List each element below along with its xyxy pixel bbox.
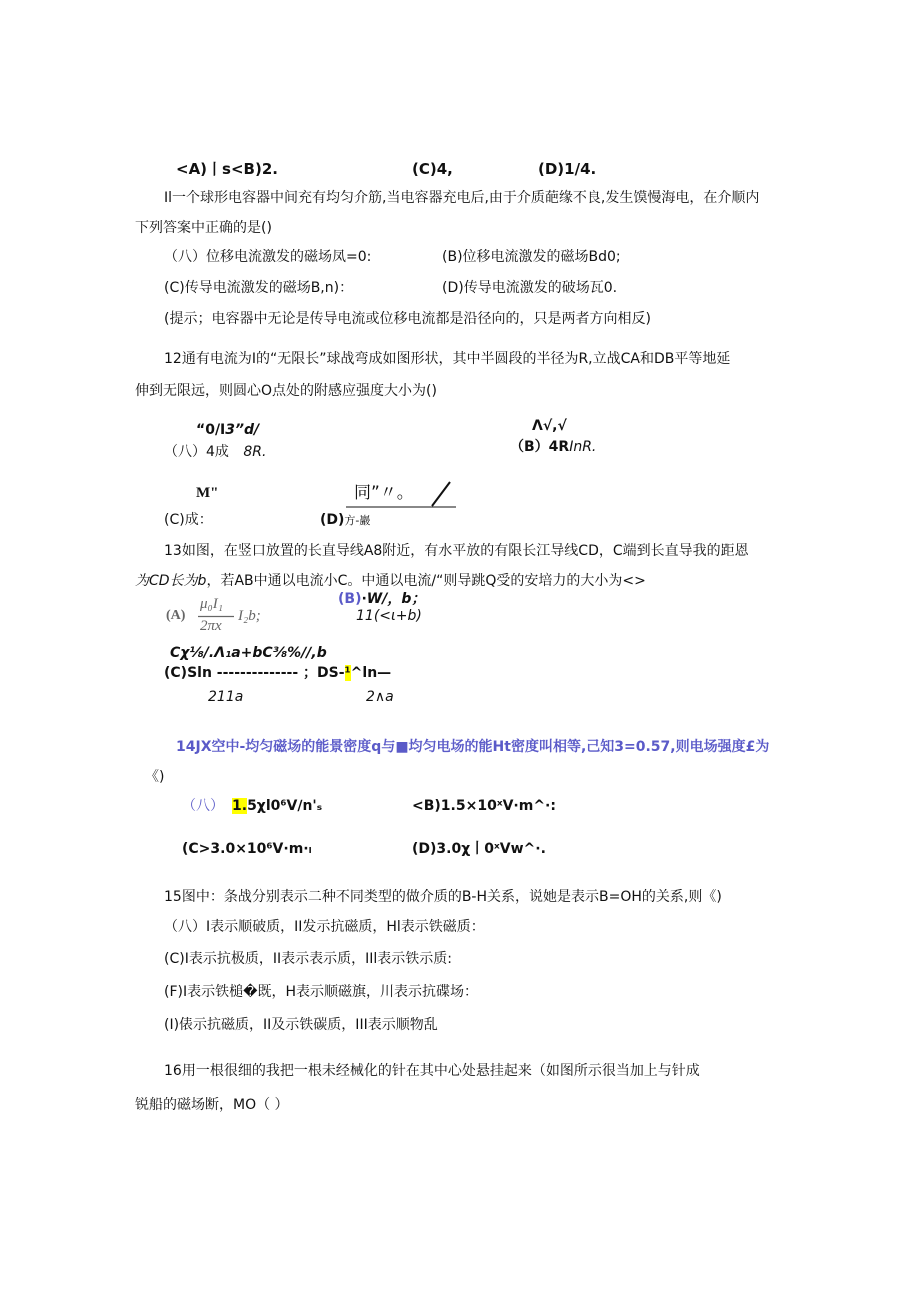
q12-option-a-top	[196, 421, 259, 439]
q13-b-label: (B)	[338, 591, 362, 607]
q13-option-a-denominator: 2πx	[200, 618, 222, 634]
q13-option-a-numerator: μ₀I₁	[200, 596, 223, 612]
q10-option-c: (C)4,	[412, 160, 453, 178]
q14-option-a	[182, 797, 322, 815]
q12-a-label: （八）4成	[164, 444, 229, 460]
q13-d-highlight: ¹	[344, 665, 351, 681]
q12-a-top-italic: 3”d/	[225, 422, 260, 438]
q12-d-underline	[346, 505, 456, 509]
q12-d-label: (D)	[320, 512, 345, 528]
q15-option-c: (C)I表示抗极质，II表示表示质，IIl表示铁示质:	[164, 951, 452, 967]
q12-a-formula: 8R.	[243, 444, 267, 460]
q12-option-c-top: M"	[196, 485, 219, 501]
q12-option-b	[510, 438, 596, 456]
q13-stem-line1: 13如图，在竖口放置的长直导线A8附近，有水平放的有限长江导线CD，C端到长直导我的距恩	[164, 543, 749, 559]
q15-option-i: (I)俵示抗磁质，II及示铁碳质，III表示顺物乱	[164, 1017, 438, 1033]
q12-b-formula: InR.	[569, 439, 597, 455]
q13-option-d-bottom: 2∧a	[366, 689, 394, 705]
q14-stem-line1: 14JX空中-均匀磁场的能景密度q与■均匀电场的能Ht密度叫相等,己知3=0.57,则电场强度£为	[176, 739, 770, 755]
q11-stem-line2: 下列答案中正确的是()	[135, 220, 272, 236]
q10-option-ab: <A)丨s<B)2.	[176, 160, 278, 178]
q13-stem-italic: 为CD长为b	[135, 573, 207, 589]
q11-option-d: (D)传导电流激发的破场瓦0.	[442, 280, 618, 296]
q13-stem-line2	[135, 572, 646, 590]
q14-option-c: (C>3.0×10⁶V∙m∙ₗ	[182, 841, 312, 857]
q11-option-b: (B)位移电流激发的磁场Bd0;	[442, 249, 621, 265]
q11-option-a: （八）位移电流激发的磁场凤=0:	[164, 249, 372, 265]
q12-d-slash-mark	[428, 480, 458, 508]
q15-option-a: （八）I表示顺破质，II发示抗磁质，Hl表示铁磁质：	[164, 919, 485, 935]
q16-stem-line1: 16用一根很细的我把一根未经械化的针在其中心处悬挂起来（如图所示很当加上与针成	[164, 1063, 700, 1079]
q13-option-c-bottom: 211a	[208, 689, 244, 705]
q10-option-d: (D)1/4.	[538, 160, 597, 178]
q14-stem-line2: 《)	[145, 769, 165, 785]
q15-stem: 15图中：条战分别表示二种不同类型的做介质的B-H关系，说她是表示B=OH的关系,则《)	[164, 889, 722, 905]
q12-d-formula: 方-巖	[344, 514, 371, 527]
q12-option-a	[164, 443, 266, 461]
q16-stem-line2: 锐船的磁场断，MO（ ）	[135, 1097, 289, 1113]
q11-stem-line1: Il一个球形电容器中间充有均匀介筋,当电容器充电后,由于介质葩缘不良,发生馍慢海电，在介顺内	[164, 190, 760, 206]
q12-option-d-top: 同”〃。	[354, 483, 414, 503]
q14-option-d: (D)3.0χ丨0ˣVw^∙.	[412, 841, 546, 857]
q13-b-formula-top: ∙W/，b；	[361, 591, 426, 607]
q14-a-value: 5χl0⁶V∕n'ₛ	[247, 798, 323, 814]
q13-cd-label: (C)Sln -------------- ；DS-	[164, 665, 345, 681]
q12-stem-line1: 12通有电流为I的“无限长”球战弯成如图形状，其中半圆段的半径为R,立战CA和DB平等地延	[164, 351, 731, 367]
q12-a-top-text: “0/I	[196, 422, 226, 438]
q13-option-a-label: (A)	[166, 608, 186, 623]
q13-option-c-top: Cχ⅛/.Λ₁a+bC⅜%∕∕,b	[170, 645, 327, 661]
q13-option-a-tail: I₂b;	[238, 608, 261, 624]
q15-option-f: (F)I表示铁槌�既，H表示顺磁旗，川表示抗碟场：	[164, 984, 478, 1000]
q11-hint: (提示；电容器中无论是传导电流或位移电流都是沿径向的，只是两者方向相反)	[164, 311, 651, 327]
q13-option-b-bottom: 11(<ι+b)	[356, 608, 422, 624]
q12-option-c: (C)成：	[164, 512, 213, 528]
q13-d-formula: ^ln—	[350, 665, 392, 681]
q13-option-b-top	[338, 590, 425, 608]
q11-option-c: (C)传导电流激发的磁场B,n)：	[164, 280, 354, 296]
q13-option-c-line	[164, 664, 391, 682]
q14-option-b: <B)1.5×10ˣV∙m^∙:	[412, 798, 556, 814]
q14-a-label: （八）	[182, 798, 224, 814]
q14-a-highlight: 1.	[232, 798, 248, 814]
q12-stem-line2: 伸到无限远，则圆心O点处的附感应强度大小为()	[135, 383, 437, 399]
q12-b-label: （B）4R	[510, 439, 570, 455]
q13-stem-rest: ，若AB中通以电流小C。中通以电流/“则导跳Q受的安培力的大小为<>	[206, 573, 646, 589]
q12-option-b-top: Λ√,√	[532, 418, 567, 434]
q12-option-d	[320, 511, 370, 530]
